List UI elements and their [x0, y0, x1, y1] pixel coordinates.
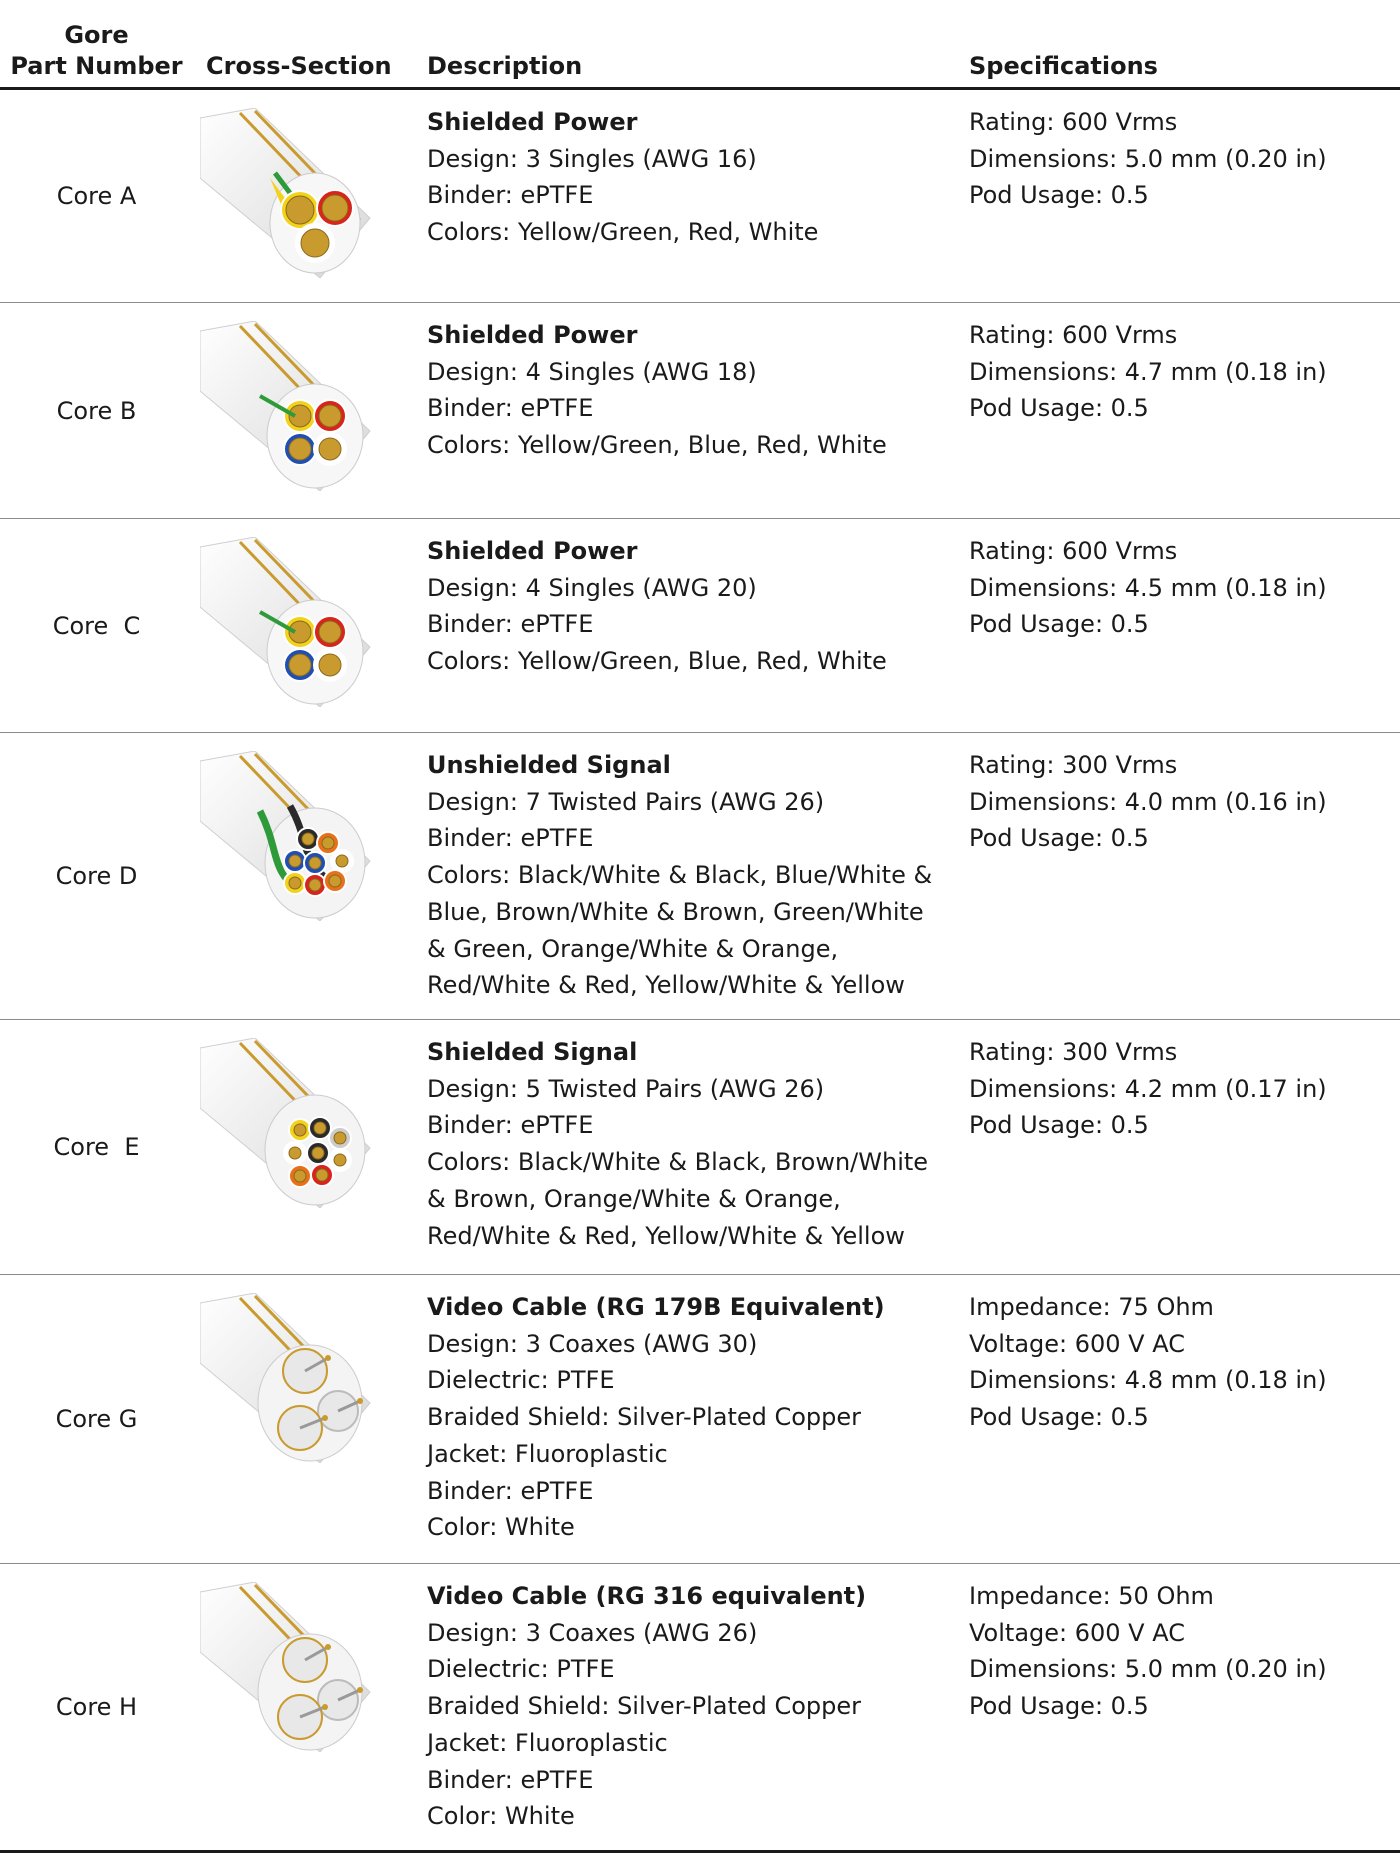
description — [427, 533, 947, 680]
spec-line: Dimensions: 5.0 mm (0.20 in) — [969, 144, 1327, 173]
specifications — [969, 1289, 1389, 1436]
header-description: Description — [427, 52, 583, 80]
part-number: Core H — [55, 1693, 138, 1721]
spec-line: Pod Usage: 0.5 — [969, 1692, 1149, 1721]
spec-line: Rating: 300 Vrms — [969, 751, 1178, 779]
description — [427, 747, 947, 1004]
spec-line: Rating: 600 Vrms — [969, 108, 1178, 136]
part-number: Core D — [55, 862, 138, 890]
cable-3-coax-icon — [200, 1582, 380, 1752]
part-number: Core E — [53, 1133, 140, 1161]
spec-line: Dimensions: 5.0 mm (0.20 in) — [969, 1655, 1327, 1684]
description-title: Shielded Power — [427, 537, 638, 565]
spec-line: Dimensions: 4.5 mm (0.18 in) — [969, 573, 1327, 602]
cable-3-singles-icon — [200, 108, 380, 278]
description-line: Red/White & Red, Yellow/White & Yellow — [427, 971, 905, 1000]
spec-line: Pod Usage: 0.5 — [969, 394, 1149, 423]
description-line: Design: 3 Coaxes (AWG 26) — [427, 1618, 758, 1647]
description-line: Binder: ePTFE — [427, 1476, 594, 1505]
spec-line: Voltage: 600 V AC — [969, 1329, 1185, 1358]
description-line: Red/White & Red, Yellow/White & Yellow — [427, 1221, 905, 1250]
description-line: Jacket: Fluoroplastic — [427, 1439, 668, 1468]
spec-line: Rating: 600 Vrms — [969, 321, 1178, 349]
description-line: Braided Shield: Silver-Plated Copper — [427, 1403, 862, 1432]
description-line: Braided Shield: Silver-Plated Copper — [427, 1692, 862, 1721]
cable-7-twisted-pairs-icon — [200, 751, 380, 921]
description-line: Blue, Brown/White & Brown, Green/White — [427, 897, 924, 926]
specifications — [969, 1578, 1389, 1725]
description-title: Shielded Power — [427, 108, 638, 136]
description-line: Design: 7 Twisted Pairs (AWG 26) — [427, 787, 825, 816]
description — [427, 1289, 947, 1546]
description-line: Binder: ePTFE — [427, 1111, 594, 1140]
description-line: Color: White — [427, 1513, 575, 1542]
description-title: Shielded Signal — [427, 1038, 638, 1066]
spec-line: Pod Usage: 0.5 — [969, 610, 1149, 639]
header-cross-section: Cross-Section — [206, 52, 392, 80]
description-line: Colors: Yellow/Green, Blue, Red, White — [427, 647, 887, 676]
table-header — [0, 0, 1400, 90]
description-title: Unshielded Signal — [427, 751, 671, 779]
description-line: Binder: ePTFE — [427, 610, 594, 639]
table-row — [0, 1564, 1400, 1853]
specifications — [969, 533, 1389, 643]
description-title: Video Cable (RG 316 equivalent) — [427, 1582, 867, 1610]
spec-line: Impedance: 75 Ohm — [969, 1293, 1214, 1321]
description-line: Design: 4 Singles (AWG 20) — [427, 573, 757, 602]
spec-line: Voltage: 600 V AC — [969, 1618, 1185, 1647]
spec-line: Rating: 300 Vrms — [969, 1038, 1178, 1066]
cable-4-singles-icon — [200, 321, 380, 491]
description-line: Colors: Black/White & Black, Blue/White & — [427, 861, 933, 890]
spec-line: Dimensions: 4.0 mm (0.16 in) — [969, 787, 1327, 816]
table-row — [0, 733, 1400, 1020]
cable-3-coax-icon — [200, 1293, 380, 1463]
description-line: Colors: Yellow/Green, Red, White — [427, 218, 819, 247]
description-line: Binder: ePTFE — [427, 394, 594, 423]
specifications — [969, 1034, 1389, 1144]
table-row — [0, 1275, 1400, 1564]
specifications — [969, 747, 1389, 857]
spec-line: Pod Usage: 0.5 — [969, 181, 1149, 210]
description — [427, 317, 947, 464]
description-line: Design: 4 Singles (AWG 18) — [427, 357, 757, 386]
description-title: Video Cable (RG 179B Equivalent) — [427, 1293, 885, 1321]
description-line: Dielectric: PTFE — [427, 1366, 615, 1395]
specifications — [969, 104, 1389, 214]
description-line: Colors: Black/White & Black, Brown/White — [427, 1148, 929, 1177]
spec-line: Pod Usage: 0.5 — [969, 824, 1149, 853]
header-part-number: Gore Part Number — [10, 21, 183, 80]
description-line: Jacket: Fluoroplastic — [427, 1728, 668, 1757]
description-line: Design: 3 Coaxes (AWG 30) — [427, 1329, 758, 1358]
table-row — [0, 519, 1400, 733]
description-line: Dielectric: PTFE — [427, 1655, 615, 1684]
spec-line: Impedance: 50 Ohm — [969, 1582, 1214, 1610]
description — [427, 1578, 947, 1835]
part-number: Core A — [56, 182, 137, 210]
description — [427, 104, 947, 251]
description-line: Design: 3 Singles (AWG 16) — [427, 144, 757, 173]
spec-line: Pod Usage: 0.5 — [969, 1403, 1149, 1432]
spec-line: Dimensions: 4.7 mm (0.18 in) — [969, 357, 1327, 386]
spec-line: Dimensions: 4.8 mm (0.18 in) — [969, 1366, 1327, 1395]
part-number: Core G — [55, 1405, 138, 1433]
description-line: Binder: ePTFE — [427, 824, 594, 853]
table-row — [0, 90, 1400, 303]
description — [427, 1034, 947, 1254]
description-title: Shielded Power — [427, 321, 638, 349]
table-row — [0, 303, 1400, 519]
cable-5-twisted-pairs-icon — [200, 1038, 380, 1208]
description-line: Binder: ePTFE — [427, 1765, 594, 1794]
description-line: Colors: Yellow/Green, Blue, Red, White — [427, 431, 887, 460]
spec-line: Pod Usage: 0.5 — [969, 1111, 1149, 1140]
description-line: & Green, Orange/White & Orange, — [427, 934, 839, 963]
part-number: Core C — [52, 611, 141, 640]
spec-line: Dimensions: 4.2 mm (0.17 in) — [969, 1074, 1327, 1103]
table-row — [0, 1020, 1400, 1275]
header-specifications: Specifications — [969, 52, 1158, 80]
cable-4-singles-icon — [200, 537, 380, 707]
specifications — [969, 317, 1389, 427]
description-line: Color: White — [427, 1802, 575, 1831]
part-number: Core B — [56, 396, 137, 425]
spec-line: Rating: 600 Vrms — [969, 537, 1178, 565]
description-line: & Brown, Orange/White & Orange, — [427, 1184, 841, 1213]
description-line: Binder: ePTFE — [427, 181, 594, 210]
description-line: Design: 5 Twisted Pairs (AWG 26) — [427, 1074, 825, 1103]
